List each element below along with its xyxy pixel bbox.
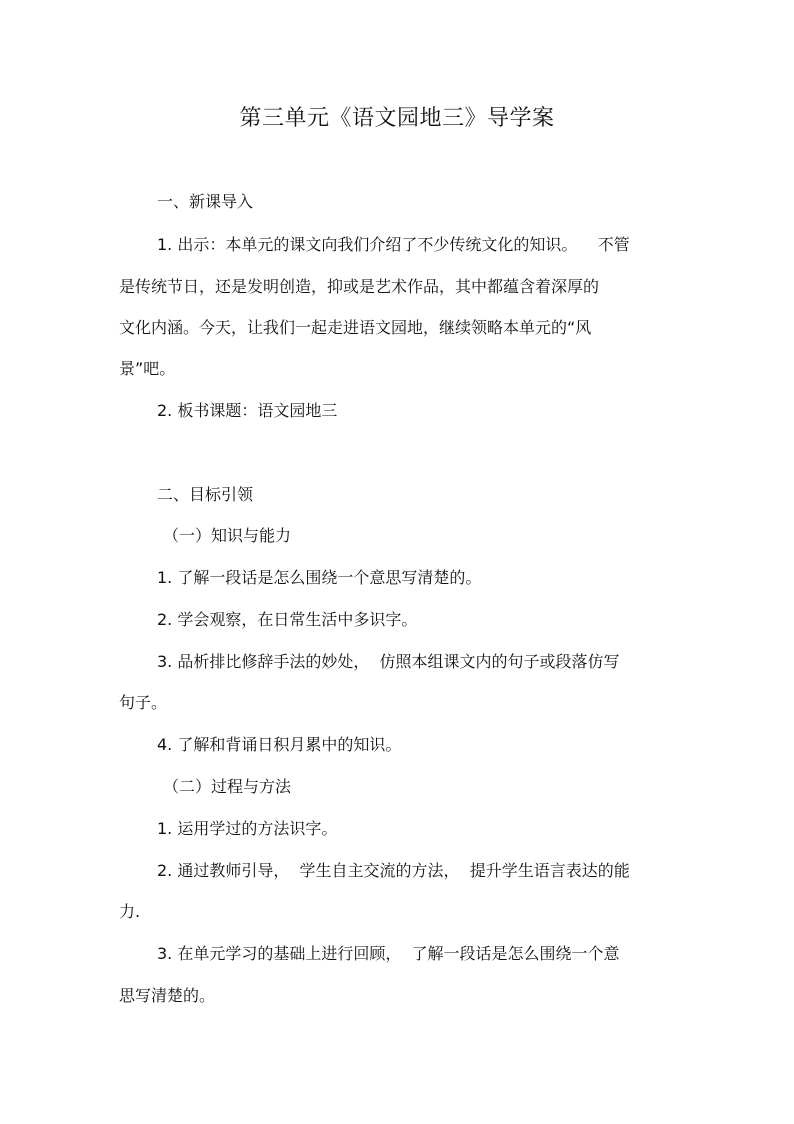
knowledge-item2: 2. 学会观察，在日常生活中多识字。 bbox=[157, 610, 418, 629]
process-item2-line1: 2. 通过教师引导， 学生自主交流的方法， 提升学生语言表达的能 bbox=[157, 861, 630, 880]
knowledge-item3-line1: 3. 品析排比修辞手法的妙处， 仿照本组课文内的句子或段落仿写 bbox=[157, 652, 620, 671]
intro-item1-line1: 1. 出示：本单元的课文向我们介绍了不少传统文化的知识。 不管 bbox=[157, 235, 630, 254]
process-item3-line2: 思写清楚的。 bbox=[119, 986, 216, 1005]
subsection-heading-process: （二）过程与方法 bbox=[163, 777, 292, 796]
subsection-heading-knowledge: （一）知识与能力 bbox=[163, 526, 292, 545]
knowledge-item3-line2: 句子。 bbox=[119, 693, 168, 712]
process-item3-line1: 3. 在单元学习的基础上进行回顾， 了解一段话是怎么围绕一个意 bbox=[157, 944, 620, 963]
section-heading-intro: 一、新课导入 bbox=[157, 192, 254, 211]
intro-item2: 2. 板书课题：语文园地三 bbox=[157, 401, 338, 420]
knowledge-item4: 4. 了解和背诵日积月累中的知识。 bbox=[157, 735, 402, 754]
process-item1: 1. 运用学过的方法识字。 bbox=[157, 819, 338, 838]
document-title: 第三单元《语文园地三》导学案 bbox=[239, 106, 555, 131]
intro-item1-line3: 文化内涵。今天，让我们一起走进语文园地，继续领略本单元的“风 bbox=[119, 318, 592, 337]
section-heading-goals: 二、目标引领 bbox=[157, 485, 254, 504]
intro-item1-line4: 景”吧。 bbox=[119, 359, 176, 378]
process-item2-line2: 力. bbox=[119, 902, 141, 921]
intro-item1-line2: 是传统节日，还是发明创造，抑或是艺术作品，其中都蕴含着深厚的 bbox=[119, 277, 600, 296]
knowledge-item1: 1. 了解一段话是怎么围绕一个意思写清楚的。 bbox=[157, 568, 482, 587]
